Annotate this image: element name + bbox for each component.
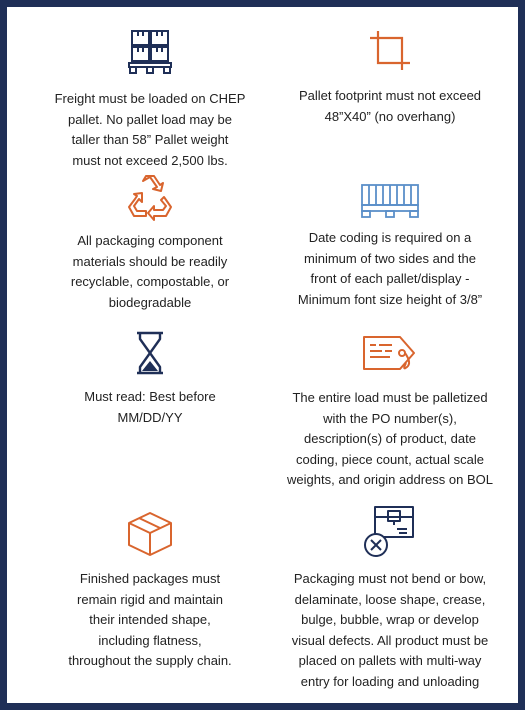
- text-line: must not exceed 2,500 lbs.: [72, 152, 228, 168]
- requirement-recyclable-materials: [35, 175, 265, 313]
- requirements-panel: [7, 7, 518, 703]
- recycle-icon: [126, 175, 174, 221]
- text-line: their intended shape,: [89, 612, 211, 627]
- text-line: All packaging component: [77, 233, 223, 248]
- text-line: recyclable, compostable, or: [70, 274, 230, 289]
- requirement-best-before: [35, 331, 265, 428]
- text-line: taller than 58” Pallet weight: [71, 132, 229, 147]
- hourglass-icon: [135, 331, 165, 375]
- footprint-crop-icon: [368, 29, 412, 73]
- text-line: MM/DD/YY: [117, 409, 183, 425]
- text-line: materials should be readily: [72, 253, 228, 269]
- text-line: with the PO number(s),: [323, 410, 457, 426]
- text-line: delaminate, loose shape, crease,: [294, 591, 486, 607]
- text-line: coding, piece count, actual scale: [296, 451, 484, 467]
- text-line: throughout the supply chain.: [68, 653, 232, 668]
- requirement-rigid-packages: [35, 511, 265, 672]
- text-line: minimum of two sides and the: [304, 250, 476, 266]
- text-line: bulge, bubble, wrap or develop: [301, 612, 479, 627]
- text-line: weights, and origin address on BOL: [287, 472, 493, 487]
- requirement-pallet-footprint: [270, 29, 510, 127]
- text-line: Must read: Best before: [84, 389, 216, 404]
- text-line: Packaging must not bend or bow,: [293, 571, 487, 586]
- text-line: placed on pallets with multi-way: [298, 653, 482, 668]
- text-line: Date coding is required on a: [308, 230, 472, 245]
- requirement-palletized-load: [270, 333, 510, 491]
- text-line: The entire load must be palletized: [292, 390, 488, 405]
- damaged-box-icon: [363, 505, 417, 559]
- text-line: Pallet footprint must not exceed: [298, 88, 482, 103]
- text-line: Minimum font size height of 3/8”: [297, 291, 483, 307]
- text-line: Finished packages must: [79, 571, 221, 586]
- text-line: visual defects. All product must be: [291, 632, 489, 648]
- price-tag-icon: [362, 333, 418, 373]
- text-line: remain rigid and maintain: [77, 591, 223, 607]
- text-line: pallet. No pallet load may be: [67, 111, 233, 127]
- text-line: biodegradable: [108, 294, 192, 310]
- text-line: entry for loading and unloading: [300, 673, 480, 689]
- requirement-date-coding: [270, 183, 510, 310]
- pallet-icon: [360, 183, 420, 219]
- text-line: description(s) of product, date: [304, 431, 476, 446]
- requirement-pallet-load: [35, 27, 265, 171]
- text-line: front of each pallet/display -: [310, 271, 470, 286]
- pallet-boxes-icon: [128, 27, 172, 75]
- text-line: 48”X40” (no overhang): [324, 108, 456, 124]
- package-box-icon: [127, 511, 173, 557]
- requirement-packaging-integrity: [270, 505, 510, 692]
- text-line: including flatness,: [98, 632, 202, 648]
- text-line: Freight must be loaded on CHEP: [54, 91, 246, 106]
